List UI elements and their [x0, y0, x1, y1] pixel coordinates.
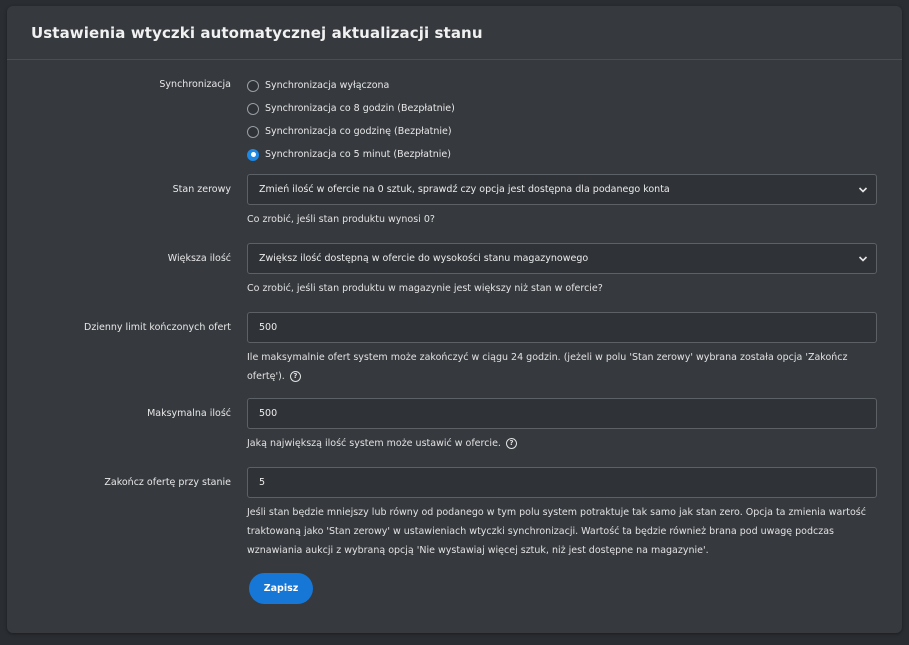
chevron-down-icon [858, 255, 868, 263]
help-line [247, 367, 877, 386]
larger-qty-field [247, 243, 877, 298]
daily-limit-help [247, 348, 877, 386]
end-offer-help [247, 503, 877, 560]
help-line-text: ofertę'). [247, 371, 285, 382]
sync-option-label: Synchronizacja co 8 godzin (Bezpłatnie) [265, 103, 455, 114]
daily-limit-input-value: 500 [259, 322, 278, 333]
sync-option-label: Synchronizacja wyłączona [265, 80, 390, 91]
sync-radio-group [247, 74, 877, 166]
daily-limit-field [247, 312, 877, 386]
sync-option-5min[interactable] [247, 143, 877, 166]
question-circle-icon[interactable]: ? [506, 438, 517, 449]
end-offer-input[interactable] [247, 467, 877, 498]
radio-button[interactable] [247, 103, 259, 115]
max-qty-field [247, 398, 877, 453]
help-line: wznawiania aukcji z wybraną opcją 'Nie wystawiaj więcej sztuk, niż jest dostępne na magazynie'. [247, 545, 709, 556]
radio-button[interactable] [247, 80, 259, 92]
larger-qty-label: Większa ilość [167, 253, 231, 264]
card-header [7, 6, 902, 60]
end-offer-input-value: 5 [259, 477, 266, 488]
max-qty-help [247, 434, 877, 453]
sync-option-8h[interactable] [247, 97, 877, 120]
radio-button[interactable] [247, 126, 259, 138]
sync-option-off[interactable] [247, 74, 877, 97]
larger-qty-help: Co zrobić, jeśli stan produktu w magazynie jest większy niż stan w ofercie? [247, 283, 603, 294]
radio-button-checked[interactable] [247, 149, 259, 161]
zero-stock-select[interactable] [247, 174, 877, 205]
end-offer-label: Zakończ ofertę przy stanie [104, 477, 231, 488]
zero-stock-select-value: Zmień ilość w ofercie na 0 sztuk, sprawdź czy opcja jest dostępna dla podanego konta [259, 184, 670, 195]
zero-stock-label: Stan zerowy [172, 184, 231, 195]
daily-limit-label: Dzienny limit kończonych ofert [84, 322, 231, 333]
help-line: Jeśli stan będzie mniejszy lub równy od podanego w tym polu system potraktuje tak samo jak stan zero. Opcja ta zmienia wartość [247, 507, 866, 518]
chevron-down-icon [858, 186, 868, 194]
page-title: Ustawienia wtyczki automatycznej aktualizacji stanu [31, 23, 483, 42]
question-circle-icon[interactable]: ? [290, 371, 301, 382]
save-button[interactable]: Zapisz [249, 573, 313, 604]
max-qty-label: Maksymalna ilość [147, 408, 231, 419]
larger-qty-select[interactable] [247, 243, 877, 274]
help-line: traktowaną jako 'Stan zerowy' w ustawieniach wtyczki synchronizacji. Wartość ta będzie również brana pod uwagę podczas [247, 526, 835, 537]
help-line-text: Jaką największą ilość system może ustawić w ofercie. [247, 438, 501, 449]
max-qty-input-value: 500 [259, 408, 278, 419]
larger-qty-select-value: Zwiększ ilość dostępną w ofercie do wysokości stanu magazynowego [259, 253, 589, 264]
zero-stock-help: Co zrobić, jeśli stan produktu wynosi 0? [247, 214, 435, 225]
sync-option-label: Synchronizacja co 5 minut (Bezpłatnie) [265, 149, 451, 160]
sync-label: Synchronizacja [159, 79, 231, 90]
sync-option-1h[interactable] [247, 120, 877, 143]
help-line: Ile maksymalnie ofert system może zakończyć w ciągu 24 godzin. (jeżeli w polu 'Stan zerowy' wybrana została opcja 'Zakończ [247, 352, 848, 363]
max-qty-input[interactable] [247, 398, 877, 429]
daily-limit-input[interactable] [247, 312, 877, 343]
zero-stock-field [247, 174, 877, 229]
end-offer-field [247, 467, 877, 560]
settings-card [7, 6, 902, 633]
sync-option-label: Synchronizacja co godzinę (Bezpłatnie) [265, 126, 452, 137]
